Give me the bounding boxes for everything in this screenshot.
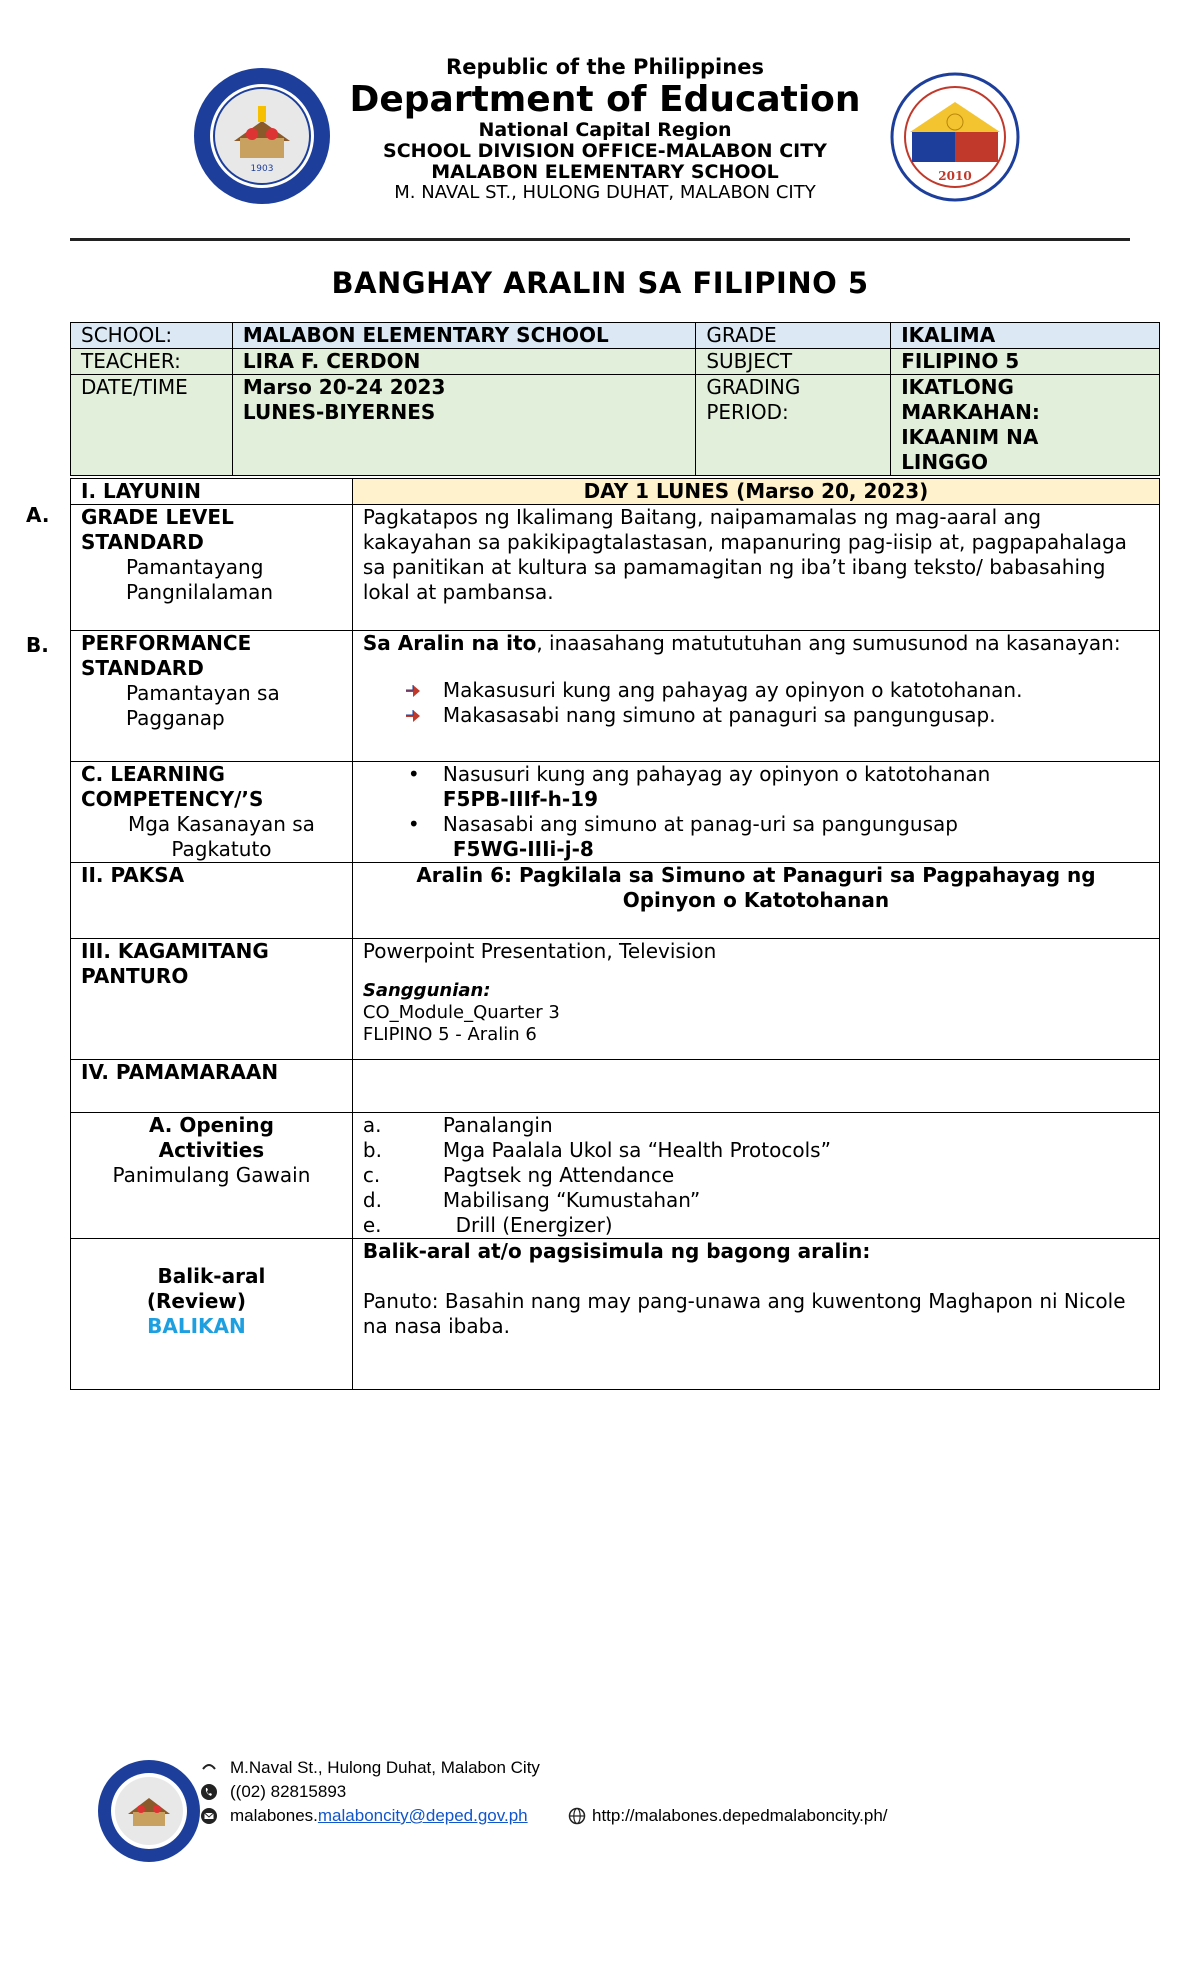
info-row-teacher — [71, 349, 1160, 375]
list-item — [363, 703, 1149, 728]
layunin-label: I. LAYUNIN — [71, 479, 353, 505]
performance-line2: STANDARD — [81, 656, 204, 680]
item-label: a. — [362, 1113, 382, 1137]
grade-level-sub1: Pamantayang — [126, 555, 264, 579]
footer-phone-text: ((02) 82815893 — [230, 1782, 347, 1801]
item-text: Mabilisang “Kumustahan” — [442, 1188, 701, 1212]
region-line: National Capital Region — [478, 119, 732, 142]
balik-instructions: Panuto: Basahin nang may pang-unawa ang kuwentong Maghapon ni Nicole na nasa ibaba. — [362, 1289, 1126, 1338]
arrow-bullet-icon — [405, 709, 421, 723]
school-value: MALABON ELEMENTARY SCHOOL — [232, 323, 695, 349]
kagamitan-line2: PANTURO — [81, 964, 189, 988]
item-text: Pagtsek ng Attendance — [442, 1163, 675, 1187]
period-label — [696, 375, 891, 476]
footer-school-seal-logo — [96, 1758, 202, 1864]
competency-sub2: Pagkatuto — [171, 837, 272, 861]
list-item — [363, 1163, 1149, 1188]
balik-line2: (Review) — [146, 1289, 247, 1313]
info-table — [70, 322, 1160, 476]
competency-line1: C. LEARNING — [81, 762, 225, 786]
info-row-date — [71, 375, 1160, 476]
row-performance — [71, 631, 1160, 762]
footer — [0, 1740, 1200, 1860]
grade-label: GRADE — [696, 323, 891, 349]
paksa-line2: Opinyon o Katotohanan — [622, 888, 890, 912]
paksa-line1: Aralin 6: Pagkilala sa Simuno at Panaguri sa Pagpahayag ng — [416, 863, 1096, 887]
division-line: SCHOOL DIVISION OFFICE-MALABON CITY — [383, 140, 827, 163]
svg-text:1903: 1903 — [250, 164, 274, 174]
item-label: b. — [362, 1138, 382, 1162]
subject-value: FILIPINO 5 — [891, 349, 1160, 375]
grade-level-line2: STANDARD — [81, 530, 204, 554]
competency-item-code: F5WG-IIIi-j-8 — [452, 837, 594, 861]
grade-value: IKALIMA — [891, 323, 1160, 349]
period-value-line4: LINGGO — [901, 450, 988, 474]
item-text: Mga Paalala Ukol sa “Health Protocols” — [442, 1138, 831, 1162]
department-line: Department of Education — [349, 79, 861, 121]
svg-text:2010: 2010 — [938, 169, 972, 183]
grade-level-text: Pagkatapos ng Ikalimang Baitang, naipamamalas ng mag-aaral ang kakayahan sa pakikipagtalastasan, mapanuring pag-iisip at, pagpapahalaga sa panitikan at kultura sa pamamagitan ng iba’t ibang teksto/ babasahing lokal at pambansa. — [352, 505, 1159, 631]
period-value-line2: MARKAHAN: — [901, 400, 1040, 424]
subject-label: SUBJECT — [696, 349, 891, 375]
footer-address-text: M.Naval St., Hulong Duhat, Malabon City — [230, 1758, 540, 1777]
teacher-label: TEACHER: — [71, 349, 233, 375]
school-label: SCHOOL: — [71, 323, 233, 349]
letterhead-text — [340, 56, 870, 203]
division-seal-logo — [890, 72, 1020, 202]
kagamitan-text — [352, 939, 1159, 1060]
grade-level-sub2: Pangnilalaman — [126, 580, 274, 604]
sanggunian-line2: FLIPINO 5 - Aralin 6 — [362, 1024, 537, 1045]
pamamaraan-label: IV. PAMAMARAAN — [71, 1060, 353, 1113]
balik-text — [352, 1239, 1159, 1390]
bullet-dot-icon: • — [407, 812, 420, 836]
marker-a: A. — [26, 503, 50, 527]
footer-address — [200, 1756, 540, 1780]
datetime-value-line2: LUNES-BIYERNES — [242, 400, 436, 424]
performance-lead-rest: , inaasahang matututuhan ang sumusunod na kasanayan: — [536, 631, 1121, 655]
item-text: Panalangin — [442, 1113, 553, 1137]
competency-list — [363, 762, 1149, 862]
performance-line1: PERFORMANCE — [81, 631, 252, 655]
row-kagamitan — [71, 939, 1160, 1060]
address-line: M. NAVAL ST., HULONG DUHAT, MALABON CITY — [394, 182, 816, 204]
datetime-value-line1: Marso 20-24 2023 — [242, 375, 446, 399]
competency-item-text: Nasusuri kung ang pahayag ay opinyon o katotohanan — [442, 762, 991, 786]
footer-contacts — [200, 1756, 540, 1828]
datetime-label: DATE/TIME — [71, 375, 233, 476]
balik-heading: Balik-aral at/o pagsisimula ng bagong aralin: — [362, 1239, 871, 1263]
school-line: MALABON ELEMENTARY SCHOOL — [431, 161, 779, 184]
marker-b: B. — [26, 633, 49, 657]
item-label: e. — [362, 1213, 382, 1237]
school-seal-logo — [192, 66, 332, 206]
row-opening — [71, 1113, 1160, 1239]
phone-icon — [200, 1783, 218, 1801]
info-row-school — [71, 323, 1160, 349]
opening-label — [71, 1113, 353, 1239]
performance-item-text: Makasusuri kung ang pahayag ay opinyon o katotohanan. — [442, 678, 1023, 702]
grade-level-line1: GRADE LEVEL — [81, 505, 234, 529]
kagamitan-label — [71, 939, 353, 1060]
opening-sub: Panimulang Gawain — [112, 1163, 311, 1187]
competency-sub1: Mga Kasanayan sa — [127, 812, 315, 836]
footer-phone — [200, 1780, 540, 1804]
footer-email-prefix: malabones. — [230, 1806, 318, 1825]
period-value-line1: IKATLONG — [901, 375, 1014, 399]
row-pamamaraan — [71, 1060, 1160, 1113]
republic-line: Republic of the Philippines — [446, 55, 764, 79]
letterhead — [0, 50, 1200, 240]
list-item — [363, 762, 1149, 812]
competency-text — [352, 762, 1159, 863]
item-label: c. — [362, 1163, 381, 1187]
list-item — [363, 678, 1149, 703]
datetime-value — [232, 375, 695, 476]
list-item — [363, 1213, 1149, 1238]
balikan-label: BALIKAN — [147, 1314, 246, 1338]
kagamitan-materials: Powerpoint Presentation, Television — [362, 939, 717, 963]
competency-item-text: Nasasabi ang simuno at panag-uri sa pangungusap — [442, 812, 958, 836]
row-competency — [71, 762, 1160, 863]
performance-sub2: Pagganap — [126, 706, 225, 730]
paksa-label: II. PAKSA — [71, 863, 353, 939]
list-item — [363, 1113, 1149, 1138]
opening-line1: A. Opening — [148, 1113, 274, 1137]
document-title: BANGHAY ARALIN SA FILIPINO 5 — [331, 266, 869, 300]
footer-website[interactable] — [568, 1804, 888, 1828]
email-icon — [200, 1807, 218, 1825]
grade-level-label — [71, 505, 353, 631]
opening-activities — [352, 1113, 1159, 1239]
item-label: d. — [362, 1188, 382, 1212]
row-paksa — [71, 863, 1160, 939]
performance-item-text: Makasasabi nang simuno at panaguri sa pangungusap. — [442, 703, 996, 727]
opening-line2: Activities — [158, 1138, 265, 1162]
competency-line2: COMPETENCY/’S — [81, 787, 264, 811]
bullet-dot-icon: • — [407, 762, 420, 786]
performance-lead — [363, 631, 1149, 656]
lesson-table — [70, 478, 1160, 1390]
list-item — [363, 812, 1149, 862]
footer-email-link[interactable]: malaboncity@deped.gov.ph — [317, 1806, 528, 1825]
location-icon — [200, 1759, 218, 1777]
arrow-bullet-icon — [405, 684, 421, 698]
paksa-text — [352, 863, 1159, 939]
row-balik-aral — [71, 1239, 1160, 1390]
row-layunin — [71, 479, 1160, 505]
performance-list — [363, 678, 1149, 728]
performance-lead-bold: Sa Aralin na ito — [362, 631, 537, 655]
balik-label — [71, 1239, 353, 1390]
footer-email — [200, 1804, 540, 1828]
list-item — [363, 1188, 1149, 1213]
header-divider — [70, 238, 1130, 241]
globe-icon — [568, 1807, 586, 1825]
footer-website-text[interactable]: http://malabones.depedmalaboncity.ph/ — [592, 1806, 888, 1825]
period-value — [891, 375, 1160, 476]
day-header: DAY 1 LUNES (Marso 20, 2023) — [352, 479, 1159, 505]
performance-text — [352, 631, 1159, 762]
performance-sub1: Pamantayan sa — [126, 681, 280, 705]
competency-label — [71, 762, 353, 863]
opening-list — [363, 1113, 1149, 1238]
teacher-value: LIRA F. CERDON — [232, 349, 695, 375]
period-value-line3: IKAANIM NA — [901, 425, 1039, 449]
item-text: Drill (Energizer) — [442, 1213, 613, 1237]
sanggunian-line1: CO_Module_Quarter 3 — [362, 1002, 560, 1023]
kagamitan-line1: III. KAGAMITANG — [81, 939, 269, 963]
period-label-line2: PERIOD: — [706, 400, 789, 424]
sanggunian-label: Sanggunian: — [362, 980, 491, 1001]
pamamaraan-empty — [352, 1060, 1159, 1113]
performance-label — [71, 631, 353, 762]
competency-item-code: F5PB-IIIf-h-19 — [442, 787, 599, 811]
balik-line1: Balik-aral — [157, 1264, 266, 1288]
row-grade-level — [71, 505, 1160, 631]
period-label-line1: GRADING — [706, 375, 801, 399]
list-item — [363, 1138, 1149, 1163]
